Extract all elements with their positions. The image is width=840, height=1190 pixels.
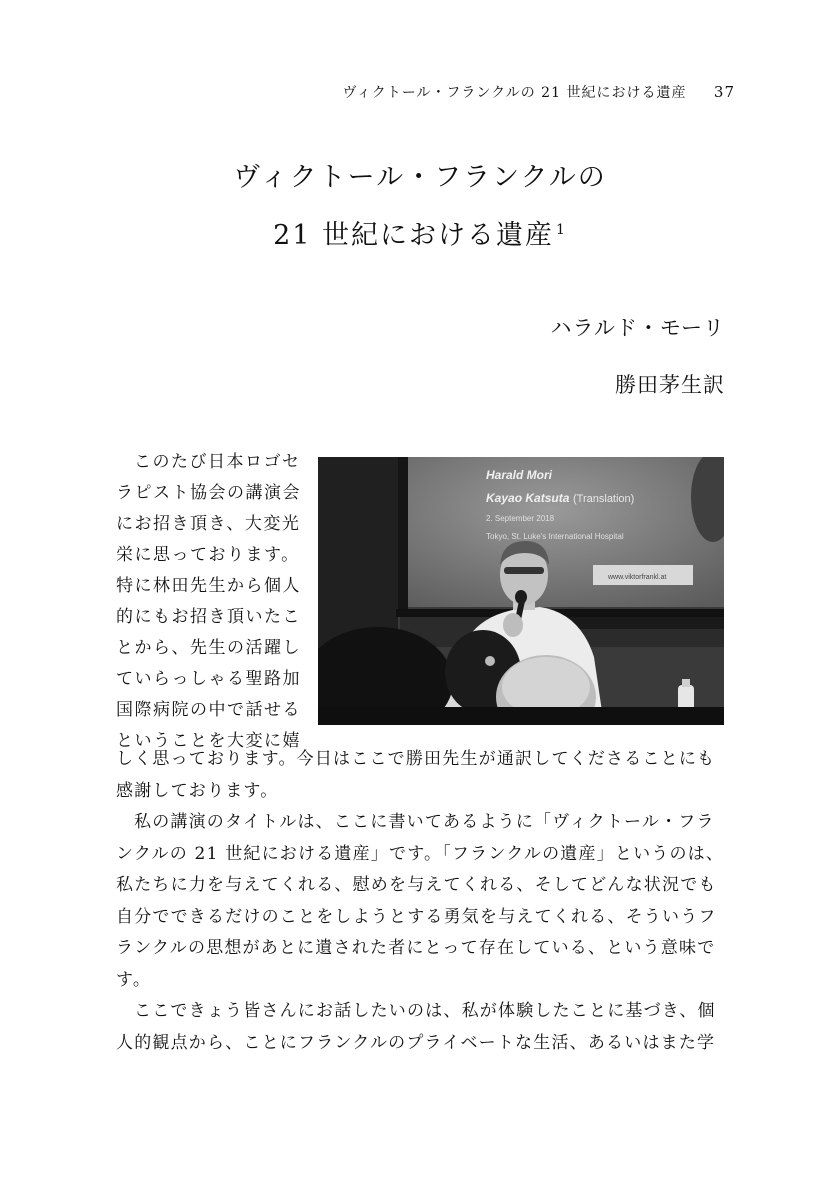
lecture-photo: [318, 457, 724, 725]
article-title-line-2: [0, 213, 840, 252]
text-line: ランクルの思想があとに遺された者にとって存在している、という意味で: [116, 938, 716, 958]
text-line: 私の講演のタイトルは、ここに書いてあるように「ヴィクトール・フラ: [134, 812, 715, 832]
text-line: 国際病院の中で話せる: [116, 700, 301, 720]
text-line: 栄に思っております。: [116, 545, 300, 565]
text-line: にお招き頂き、大変光: [116, 514, 301, 534]
screen-text: Harald Mori: [486, 468, 553, 482]
translator-name: 勝田茅生訳: [615, 373, 725, 397]
article-title-line-1: ヴィクトール・フランクルの: [233, 162, 607, 193]
text-line: す。: [116, 969, 152, 990]
text-line: ラピスト協会の講演会: [116, 483, 301, 503]
text-line: ていらっしゃる聖路加: [116, 669, 301, 689]
text-line: このたび日本ロゴセ: [134, 452, 301, 472]
text-line: 人的観点から、ことにフランクルのプライベートな生活、あるいはまた学: [116, 1032, 716, 1053]
running-head-title: ヴィクトール・フランクルの 21 世紀における遺産: [342, 85, 687, 101]
running-head: [343, 82, 735, 102]
wrapped-paragraph: [116, 447, 306, 757]
screen-text: 2. September 2018: [486, 514, 555, 523]
article-title-text: 21 世紀における遺産: [273, 220, 555, 251]
screen-text: Tokyo, St. Luke's International Hospital: [486, 532, 624, 541]
text-line: しく思っております。今日はここで勝田先生が通訳してくださることにも: [116, 749, 716, 769]
author-name: ハラルド・モーリ: [550, 316, 725, 340]
text-line: とから、先生の活躍し: [116, 638, 301, 658]
lecture-photo-illustration: [318, 457, 724, 725]
text-line: ということを大変に嬉: [116, 731, 301, 751]
text-line: 感謝しております。: [116, 780, 279, 801]
body-text: [116, 744, 728, 1059]
text-line: 私たちに力を与えてくれる、慰めを与えてくれる、そしてどんな状況でも: [116, 875, 717, 895]
page-number: 37: [713, 83, 735, 101]
text-line: 的にもお招き頂いたこ: [116, 607, 301, 627]
text-line: 自分でできるだけのことをしようとする勇気を与えてくれる、そういうフ: [116, 906, 717, 927]
text-line: ンクルの 21 世紀における遺産」です。「フランクルの遺産」というのは、: [116, 843, 725, 864]
screen-text: www.viktorfrankl.at: [608, 574, 667, 581]
footnote-ref: 1: [556, 222, 567, 238]
screen-text: Kayao Katsuta: [486, 491, 570, 505]
text-line: ここできょう皆さんにお話したいのは、私が体験したことに基づき、個: [134, 1001, 716, 1021]
screen-text: (Translation): [573, 493, 635, 505]
text-line: 特に林田先生から個人: [116, 576, 301, 596]
